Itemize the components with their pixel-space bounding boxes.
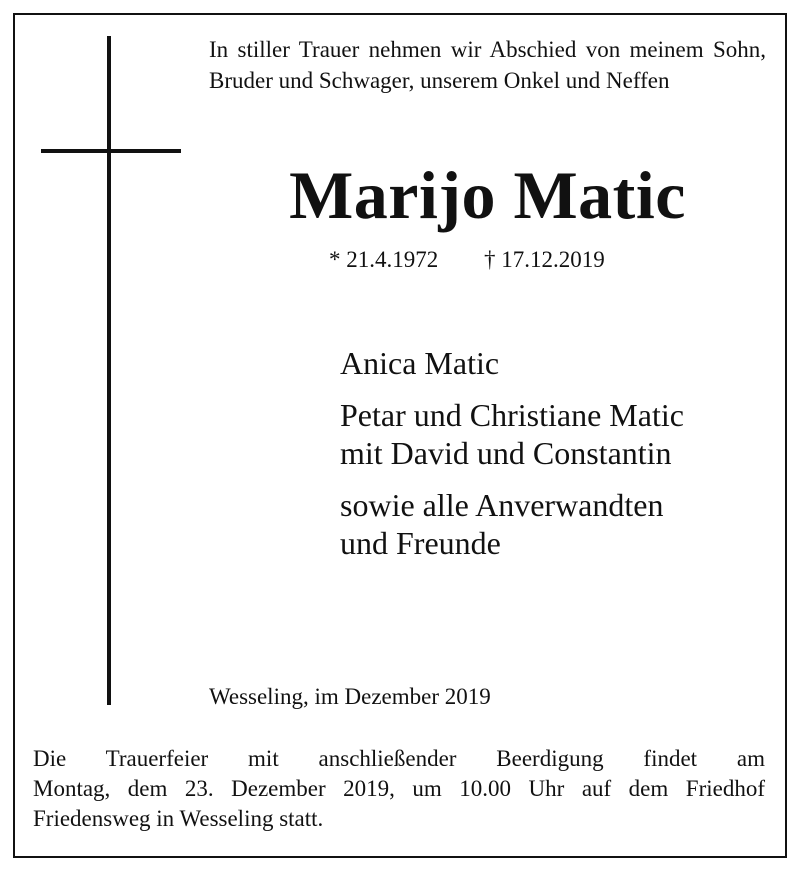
funeral-notice xyxy=(33,744,765,834)
mourner-group xyxy=(340,344,684,382)
notice-line: Friedensweg in Wesseling statt. xyxy=(33,806,324,831)
mourner-group xyxy=(340,486,684,562)
life-dates xyxy=(329,247,605,273)
cross-vertical-bar xyxy=(107,36,111,705)
mourner-line: Petar und Christiane Matic xyxy=(340,397,684,433)
mourner-line: mit David und Constantin xyxy=(340,435,672,471)
mourner-line: und Freunde xyxy=(340,525,501,561)
notice-line: Montag, dem 23. Dezember 2019, um 10.00 Uhr auf dem Friedhof xyxy=(33,776,765,801)
birth-date: * 21.4.1972 xyxy=(329,247,439,272)
intro-text: In stiller Trauer nehmen wir Abschied von meinem Sohn, Bruder und Schwager, unserem Onkel und Neffen xyxy=(209,37,766,93)
mourners-list xyxy=(340,344,684,576)
cross-horizontal-bar xyxy=(41,149,181,153)
mourner-line: sowie alle Anverwandten xyxy=(340,487,664,523)
death-date: † 17.12.2019 xyxy=(484,247,605,272)
mourner-line: Anica Matic xyxy=(340,345,500,381)
place-date: Wesseling, im Dezember 2019 xyxy=(209,684,491,709)
mourner-group xyxy=(340,396,684,472)
notice-line: Die Trauerfeier mit anschließender Beerdigung findet am xyxy=(33,746,765,771)
deceased-name: Marijo Matic xyxy=(289,157,686,233)
